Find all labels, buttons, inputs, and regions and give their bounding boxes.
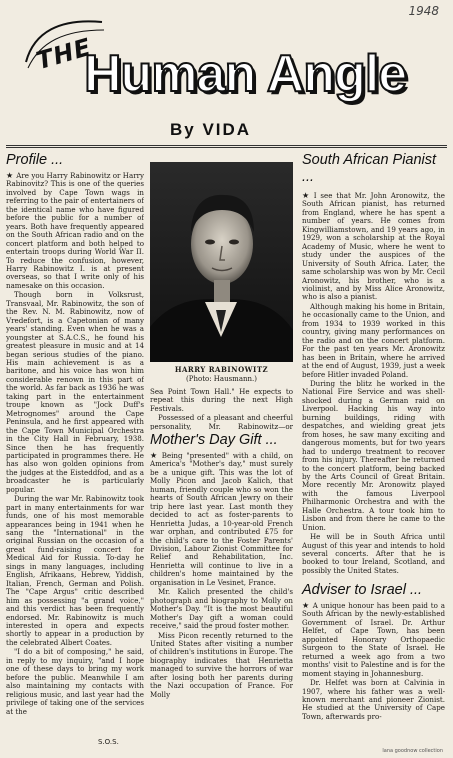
mothers-day-paragraph-3: Miss Picon recently returned to the United States after visiting a number of children's institutions in Europe. The biography indicates that Henrietta managed to survive the horrors of war after losing both her parents during the Nazi occupation of France. For Molly — [150, 630, 293, 699]
archive-stamp: lana goodnow collection — [382, 748, 443, 754]
profile-paragraph-1: ★ Are you Harry Rabinowitz or Harry Rabinovitz? This is one of the queries involved by Cape Town wags in referring to the pair of entertainers of the identical name who have figured before the public for a number of years. Both have frequently appeared on the South African radio and on the concert platform and both helped to entertain troops during World War II. To reduce the confusion, however, Harry Rabinowitz I. is at present overseas, so that I write only of his namesake on this occasion. — [6, 172, 144, 290]
mothers-day-column — [150, 452, 293, 748]
handwritten-date: 1948 — [408, 4, 439, 18]
masthead-the: THE — [33, 32, 95, 76]
pianist-paragraph-4: He will be in South Africa until August of this year and intends to hold several concerts. After that he is booked to tour Ireland, Scotland, and possibly the United States. — [302, 532, 445, 575]
adviser-paragraph-1: ★ A unique honour has been paid to a South African by the newly-established Government of Israel. Dr. Arthur Helfet, of Cape Town, has been appointed Honorary Orthopaedic Surgeon to the State of Israel. He returned a week ago from a two months' visit to Palestine and is for the moment staying in Johannesburg. — [302, 602, 445, 678]
profile-paragraph-3: During the war Mr. Rabinowitz took part in many entertainments for war funds, one of his most memorable appearances being in 1941 when he sang the "International" in the original Russian on the occasion of a great fund-raising concert for Medical Aid for Russia. To-day he sings in many languages, including English, Afrikaans, Hebrew, Yiddish, Italian, French, German and Polish. The "Cape Argus" critic described him as possessing "a grand voice," and this verdict has been frequently endorsed. Mr. Rabinowitz is much interested in opera and expects shortly to appear in a production by the celebrated Albert Coates. — [6, 494, 144, 647]
continuation-paragraph: Sea Point Town Hall." He expects to repeat this during the next High Festivals. — [150, 388, 293, 413]
photo-caption — [150, 366, 293, 383]
star-icon: ★ — [302, 602, 310, 610]
mothers-day-heading: Mother's Day Gift ... — [150, 432, 278, 448]
profile-paragraph-2: Though born in Volksrust, Transvaal, Mr. Rabinowitz, the son of the Rev. N. M. Rabinowitz, now of Vredefort, is a Capetonian of many years' standing. Even when he was a youngster at S.A.C.S., he found his greatest pleasure in music and at 14 began serious studies of the piano. His main achievement is as a baritone, and his voice has won him considerable renown in this part of the world. As far back as 1936 he was taking part in the entertainment troupe known as "Jock Duff's Metrognomes" around the Cape Peninsula, and he first appeared with the Cape Town Municipal Orchestra in the City Hall in February, 1938. Since then he has frequently participated in programmes there. He has also won golden opinions from the judges at the Eisteddfod, and as a broadcaster he is particularly popular. — [6, 290, 144, 494]
masthead-title: Human Angle — [84, 45, 407, 103]
adviser-column — [302, 602, 445, 742]
caption-credit: (Photo: Hausmann.) — [186, 374, 257, 383]
sos-footer: S.O.S. — [98, 738, 119, 746]
mothers-day-paragraph-2: Mr. Kalich presented the child's photograph and biography to Molly on Mother's Day. "It is the most beautiful Mother's Day gift a woman could receive," said the proud foster mother. — [150, 587, 293, 631]
profile-continuation — [150, 388, 293, 430]
continuation-paragraph-2: Possessed of a pleasant and cheerful personality, Mr. Rabinowitz—or — [150, 413, 293, 430]
pianist-column — [302, 192, 445, 576]
pianist-paragraph-1: ★ I see that Mr. John Aronowitz, the South African pianist, has returned from England, where he has spent a number of years. He comes from Kingwilliamstown, and 19 years ago, in 1929, won a scholarship at the Royal Academy of Music, where he went to study under the auspices of the University of South Africa. Later, the same scholarship was won by Mr. Cecil Aronowitz, his brother, who is a violinist, and by Miss Alice Aronowitz, who is also a pianist. — [302, 192, 445, 302]
header-rule-double — [6, 147, 447, 148]
pianist-paragraph-3: During the blitz he worked in the National Fire Service and was shell-shocked during a German raid on Liverpool. Hacking his way into burning buildings, riding with despatches, and wielding great jets from hoses, he saw many exciting and dangerous moments, but for two years had to undergo treatment to recover from his injury. Thereafter he returned to the concert platform, being backed by the Arts Council of Great Britain. More recently Mr. Aronowitz played with the famous Liverpool Philharmonic Orchestra and with the Halle Orchestra. A tour took him to Lisbon and from there he came to the Union. — [302, 378, 445, 532]
byline: By VIDA — [170, 120, 252, 139]
star-icon: ★ — [302, 192, 311, 200]
mothers-day-paragraph-1: ★ Being "presented" with a child, on America's "Mother's day," must surely be a unique gift. This was the lot of Molly Picon and Jacob Kalich, that human, friendly couple who so won the hearts of South African Jewry on their trip here last year. Last month they decided to act as foster-parents to Henrietta Judas, a 10-year-old French war orphan, and contributed £75 for the child's care to the Foster Parents' Division, Labour Zionist Committee for Relief and Rehabilitation, Inc. Henrietta will continue to live in a children's home maintained by the organisation in Le Vesinet, France. — [150, 452, 293, 587]
caption-name: HARRY RABINOWITZ — [174, 365, 269, 374]
portrait-photo — [150, 162, 293, 362]
star-icon: ★ — [150, 452, 159, 460]
adviser-heading: Adviser to Israel ... — [302, 582, 423, 598]
profile-paragraph-4: "I do a bit of composing," he said, in reply to my inquiry, "and I hope one of these days to bring my work before the public. Meanwhile I am also maintaining my contacts with religious music, and last year had the privilege of taking one of the services at the — [6, 647, 144, 716]
star-icon: ★ — [6, 172, 14, 180]
profile-column — [6, 172, 144, 734]
adviser-paragraph-2: Dr. Helfet was born at Calvinia in 1907, where his father was a well-known merchant and pioneer Zionist. He studied at the University of Cape Town, afterwards pro- — [302, 678, 445, 721]
header-rule — [6, 145, 447, 146]
pianist-heading — [302, 152, 442, 186]
profile-heading: Profile ... — [6, 152, 64, 168]
pianist-paragraph-2: Although making his home in Britain, he occasionally came to the Union, and from 1934 to 1939 worked in this country, giving many performances on the radio and on the concert platform. For the past ten years Mr. Aronowitz has been in Britain, where he arrived at the end of August, 1939, just a week before Hitler invaded Poland. — [302, 301, 445, 379]
pianist-heading-text: South African Pianist ... — [302, 152, 437, 185]
